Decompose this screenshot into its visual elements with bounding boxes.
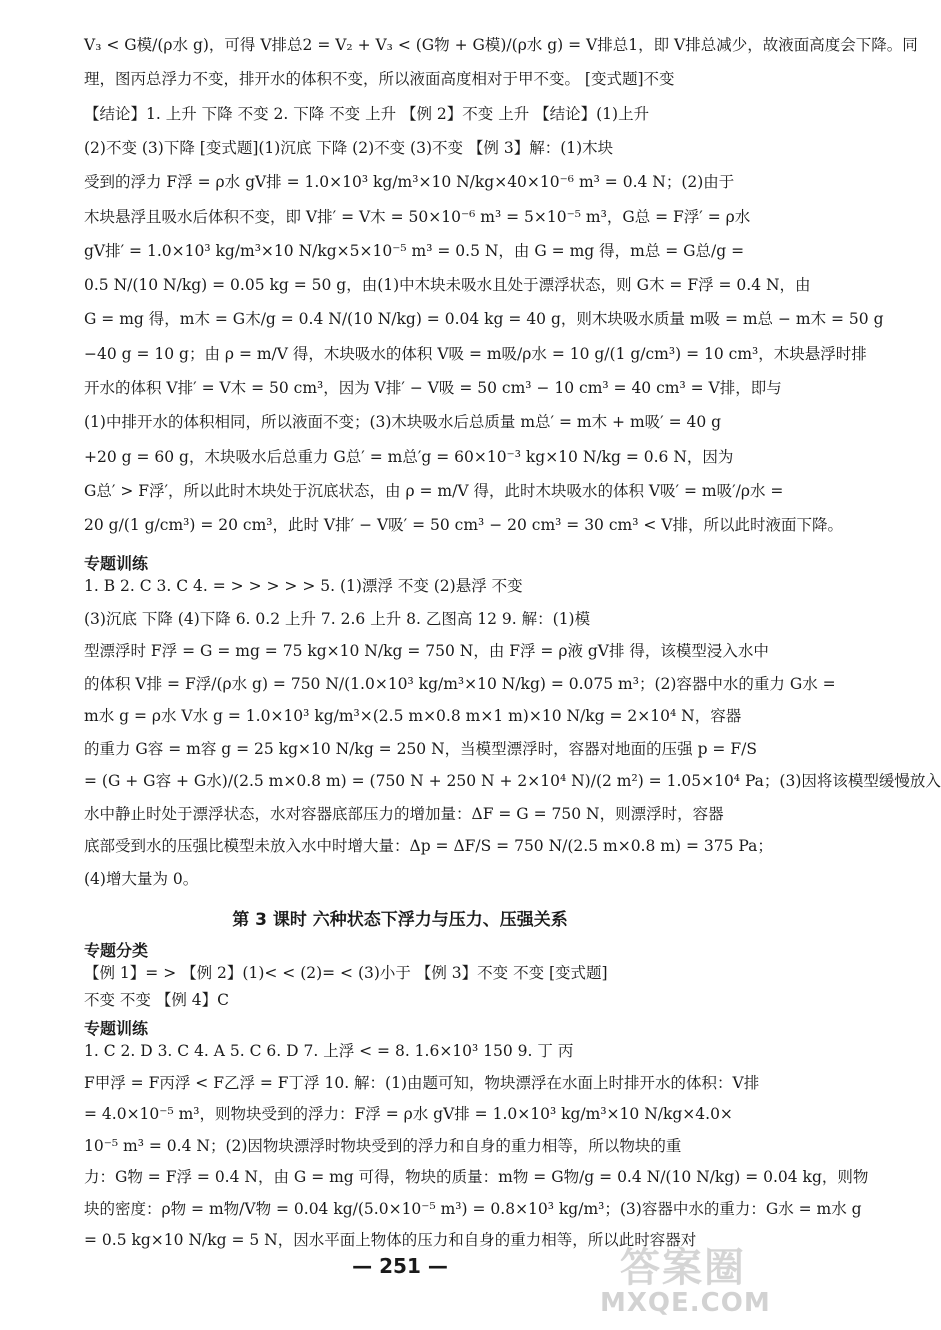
section-heading-training-2: 专题训练 [84,1019,149,1038]
answer-line: 1. B 2. C 3. C 4. = > > > > > 5. (1)漂浮 不变 (2)悬浮 不变 [84,577,523,595]
lesson-title: 第 3 课时 六种状态下浮力与压力、压强关系 [232,910,568,930]
answer-line: = (G + G容 + G水)/(2.5 m×0.8 m) = (750 N + 250 N + 2×10⁴ N)/(2 m²) = 1.05×10⁴ Pa；(3)因将该模型缓慢放入 [84,772,941,790]
watermark-logo-text: 答案圈 [620,1245,746,1291]
answer-line: +20 g = 60 g，木块吸水后总重力 G总′ = m总′g = 60×10⁻³ kg×10 N/kg = 0.6 N，因为 [84,447,734,466]
answer-line: (3)沉底 下降 (4)下降 6. 0.2 上升 7. 2.6 上升 8. 乙图高 12 9. 解：(1)模 [84,609,591,628]
answer-line: 理，图丙总浮力不变，排开水的体积不变，所以液面高度相对于甲不变。 [变式题]不变 [84,70,675,89]
answer-line: 块的密度：ρ物 = m物/V物 = 0.04 kg/(5.0×10⁻⁵ m³) = 0.8×10³ kg/m³；(3)容器中水的重力：G水 = m水 g [84,1199,862,1218]
section-heading-classification: 专题分类 [84,941,149,960]
answer-line: (2)不变 (3)下降 [变式题](1)沉底 下降 (2)不变 (3)不变 【例 3】解：(1)木块 [84,138,614,157]
answer-line: m水 g = ρ水 V水 g = 1.0×10³ kg/m³×(2.5 m×0.8 m×1 m)×10 N/kg = 2×10⁴ N，容器 [84,707,742,725]
answer-line: gV排′ = 1.0×10³ kg/m³×10 N/kg×5×10⁻⁵ m³ = 0.5 N，由 G = mg 得，m总 = G总/g = [84,241,745,260]
site-watermark [590,1236,795,1326]
answer-line: −40 g = 10 g；由 ρ = m/V 得，木块吸水的体积 V吸 = m吸/ρ水 = 10 g/(1 g/cm³) = 10 cm³，木块悬浮时排 [84,344,867,363]
answer-line: 的重力 G容 = m容 g = 25 kg×10 N/kg = 250 N，当模型漂浮时，容器对地面的压强 p = F/S [84,739,757,758]
answer-line: G总′ > F浮′，所以此时木块处于沉底状态，由 ρ = m/V 得，此时木块吸水的体积 V吸′ = m吸′/ρ水 = [84,481,784,500]
answer-line: 0.5 N/(10 N/kg) = 0.05 kg = 50 g，由(1)中木块未吸水且处于漂浮状态，则 G木 = F浮 = 0.4 N，由 [84,276,811,295]
answer-line: V₃ < G模/(ρ水 g)，可得 V排总2 = V₂ + V₃ < (G物 + G模)/(ρ水 g) = V排总1，即 V排总减少，故液面高度会下降。同 [84,36,918,54]
page-number: — 251 — [352,1254,448,1278]
answer-line: 力：G物 = F浮 = 0.4 N，由 G = mg 可得，物块的质量：m物 = G物/g = 0.4 N/(10 N/kg) = 0.04 kg，则物 [84,1168,869,1186]
answer-line: 受到的浮力 F浮 = ρ水 gV排 = 1.0×10³ kg/m³×10 N/kg×40×10⁻⁶ m³ = 0.4 N；(2)由于 [84,173,735,192]
answer-line: 20 g/(1 g/cm³) = 20 cm³，此时 V排′ − V吸′ = 50 cm³ − 20 cm³ = 30 cm³ < V排，所以此时液面下降。 [84,516,843,535]
answer-line: 1. C 2. D 3. C 4. A 5. C 6. D 7. 上浮 < = 8. 1.6×10³ 150 9. 丁 丙 [84,1042,574,1060]
answer-line: 水中静止时处于漂浮状态，水对容器底部压力的增加量：ΔF = G = 750 N，则漂浮时，容器 [84,804,724,823]
answer-line: F甲浮 = F丙浮 < F乙浮 = F丁浮 10. 解：(1)由题可知，物块漂浮在水面上时排开水的体积：V排 [84,1073,760,1092]
answer-line: 型漂浮时 F浮 = G = mg = 75 kg×10 N/kg = 750 N，由 F浮 = ρ液 gV排 得，该模型浸入水中 [84,642,769,660]
answer-line: 不变 不变 【例 4】C [84,991,230,1009]
answer-line: 开水的体积 V排′ = V木 = 50 cm³，因为 V排′ − V吸 = 50 cm³ − 10 cm³ = 40 cm³ = V排，即与 [84,379,782,397]
answer-line: = 0.5 kg×10 N/kg = 5 N，因水平面上物体的压力和自身的重力相等，所以此时容器对 [84,1231,697,1249]
answer-line: = 4.0×10⁻⁵ m³，则物块受到的浮力：F浮 = ρ水 gV排 = 1.0×10³ kg/m³×10 N/kg×4.0× [84,1105,733,1123]
answer-line: 的体积 V排 = F浮/(ρ水 g) = 750 N/(1.0×10³ kg/m³×10 N/kg) = 0.075 m³；(2)容器中水的重力 G水 = [84,674,836,693]
answer-line: (1)中排开水的体积相同，所以液面不变；(3)木块吸水后总质量 m总′ = m木 + m吸′ = 40 g [84,413,722,432]
answer-line: 底部受到水的压强比模型未放入水中时增大量：Δp = ΔF/S = 750 N/(2.5 m×0.8 m) = 375 Pa； [84,837,773,855]
answer-line: 木块悬浮且吸水后体积不变，即 V排′ = V木 = 50×10⁻⁶ m³ = 5×10⁻⁵ m³，G总 = F浮′ = ρ水 [84,207,751,226]
answer-line: 【结论】1. 上升 下降 不变 2. 下降 不变 上升 【例 2】不变 上升 【结论】(1)上升 [84,104,650,123]
watermark-url-text: MXQE.COM [600,1288,771,1318]
answer-line: (4)增大量为 0。 [84,869,199,888]
section-heading-training-1: 专题训练 [84,554,149,573]
answer-line: G = mg 得，m木 = G木/g = 0.4 N/(10 N/kg) = 0.04 kg = 40 g，则木块吸水质量 m吸 = m总 − m木 = 50 g [84,310,884,329]
answer-line: 【例 1】= > 【例 2】(1)< < (2)= < (3)小于 【例 3】不变 不变 [变式题] [84,964,608,982]
answer-line: 10⁻⁵ m³ = 0.4 N；(2)因物块漂浮时物块受到的浮力和自身的重力相等，所以物块的重 [84,1136,682,1155]
